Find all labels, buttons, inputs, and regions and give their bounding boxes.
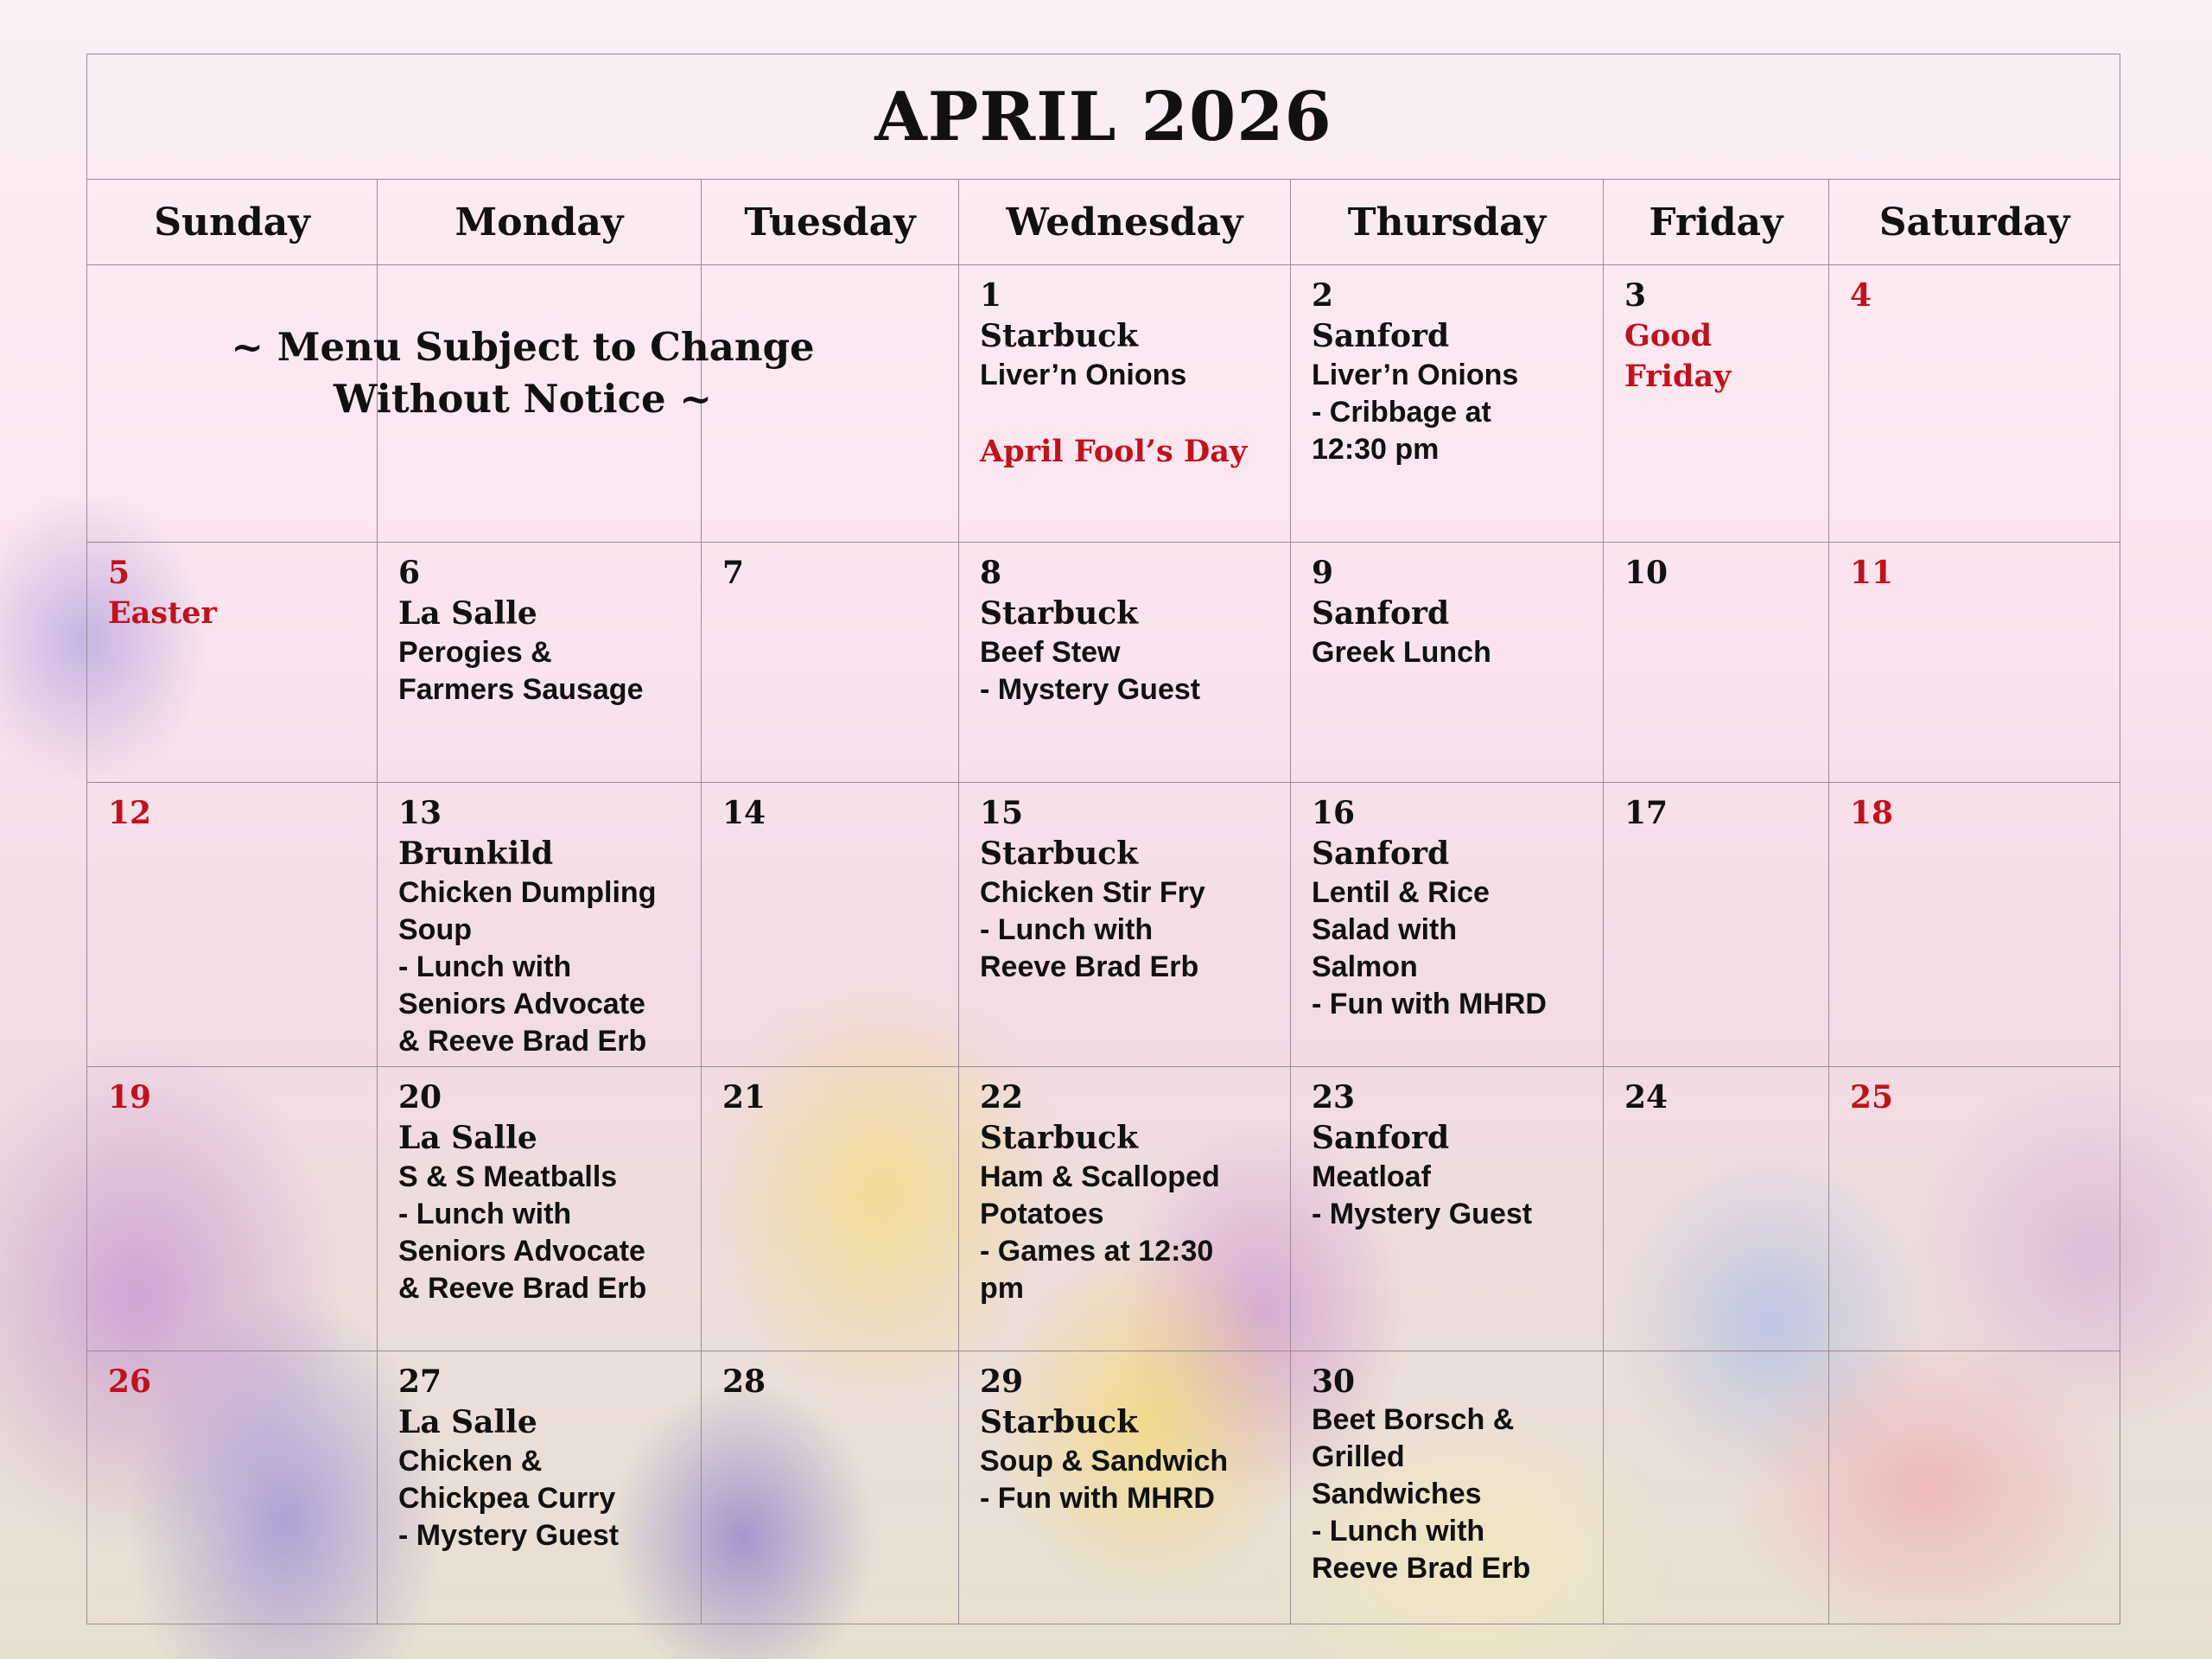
empty-day-cell [87,265,378,543]
day-number: 17 [1624,795,1669,831]
menu-line [980,394,1290,431]
day-cell-8 [959,543,1291,783]
day-number: 11 [1850,555,1894,591]
day-number: 7 [722,555,745,591]
day-cell-29 [959,1351,1291,1624]
empty-day-cell [1829,1351,2120,1624]
location-name: Sanford [1312,1120,1450,1156]
location-name: Sanford [1312,318,1450,354]
weekday-tuesday: Tuesday [702,180,959,265]
menu-line: - Lunch with [980,913,1154,946]
day-number: 13 [398,795,442,831]
weekday-header-row [87,180,2120,265]
menu-line: Salmon [1312,950,1418,983]
day-number: 15 [980,795,1024,831]
menu-line: - Games at 12:30 [980,1235,1214,1268]
menu-line: 12:30 pm [1312,433,1440,466]
day-cell-1 [959,265,1291,543]
day-number: 8 [980,555,1002,591]
day-cell-25 [1829,1067,2120,1351]
day-cell-4 [1829,265,2120,543]
day-cell-18 [1829,783,2120,1067]
day-number: 21 [722,1079,766,1116]
week-row [87,1351,2120,1624]
calendar-title: APRIL 2026 [87,54,2120,180]
menu-line: Seniors Advocate [398,1235,645,1268]
menu-line: Reeve Brad Erb [1312,1552,1531,1585]
calendar-body [87,265,2120,1624]
day-number: 4 [1850,277,1872,314]
menu-line: Beet Borsch & [1312,1403,1515,1436]
weekday-thursday: Thursday [1291,180,1604,265]
menu-line: - Fun with MHRD [1312,988,1547,1020]
april-calendar [86,54,2120,1624]
menu-line: & Reeve Brad Erb [398,1025,647,1058]
location-name: Sanford [1312,595,1450,632]
empty-day-cell [378,265,702,543]
day-number: 19 [108,1079,152,1116]
menu-line: - Mystery Guest [398,1519,620,1552]
day-number: 12 [108,795,152,831]
menu-line: Potatoes [980,1198,1104,1230]
menu-line: Salad with [1312,913,1458,946]
day-number: 16 [1312,795,1356,831]
menu-line: S & S Meatballs [398,1160,618,1193]
day-number: 6 [398,555,421,591]
day-cell-21 [702,1067,959,1351]
menu-line: - Lunch with [398,1198,572,1230]
menu-line: - Fun with MHRD [980,1482,1215,1515]
menu-line: pm [980,1272,1024,1305]
day-number: 28 [722,1363,766,1400]
weekday-friday: Friday [1604,180,1829,265]
holiday-label: Friday [1624,359,1732,394]
day-number: 29 [980,1363,1024,1400]
day-number: 25 [1850,1079,1894,1116]
day-cell-28 [702,1351,959,1624]
menu-line: Farmers Sausage [398,673,644,706]
day-cell-16 [1291,783,1604,1067]
holiday-label: Easter [108,595,217,631]
location-name: La Salle [398,1404,537,1440]
menu-line: Beef Stew [980,636,1121,669]
day-number: 18 [1850,795,1894,831]
menu-line: Reeve Brad Erb [980,950,1199,983]
day-number: 14 [722,795,766,831]
weekday-wednesday: Wednesday [959,180,1291,265]
location-name: Starbuck [980,318,1139,354]
menu-change-note-line-2: Without Notice ~ [334,376,712,422]
day-number: 2 [1312,277,1334,314]
menu-line: Perogies & [398,636,552,669]
menu-line: Liver’n Onions [980,359,1187,391]
menu-line: Soup [398,913,472,946]
week-row [87,543,2120,783]
holiday-label: Good [1624,318,1713,353]
day-cell-14 [702,783,959,1067]
week-row [87,783,2120,1067]
location-name: Brunkild [398,836,554,872]
menu-line: Seniors Advocate [398,988,645,1020]
weekday-sunday: Sunday [87,180,378,265]
menu-line: - Lunch with [398,950,572,983]
day-number: 23 [1312,1079,1356,1116]
menu-line: - Lunch with [1312,1515,1485,1548]
weekday-monday: Monday [378,180,702,265]
day-number: 22 [980,1079,1024,1116]
menu-change-note-line-1: ~ Menu Subject to Change [231,324,815,370]
day-number: 30 [1312,1363,1356,1400]
location-name: Starbuck [980,1120,1139,1156]
day-number: 9 [1312,555,1334,591]
location-name: La Salle [398,1120,537,1156]
menu-line: Sandwiches [1312,1478,1482,1510]
day-cell-24 [1604,1067,1829,1351]
menu-line: Soup & Sandwich [980,1445,1229,1478]
menu-line: & Reeve Brad Erb [398,1272,647,1305]
menu-line: Greek Lunch [1312,636,1491,669]
menu-line: - Mystery Guest [980,673,1201,706]
day-number: 24 [1624,1079,1669,1116]
day-cell-13 [378,783,702,1067]
day-cell-12 [87,783,378,1067]
day-number: 26 [108,1363,152,1400]
day-cell-20 [378,1067,702,1351]
location-name: Starbuck [980,1404,1139,1440]
menu-line: - Mystery Guest [1312,1198,1533,1230]
day-cell-26 [87,1351,378,1624]
menu-line: Chickpea Curry [398,1482,616,1515]
day-cell-5 [87,543,378,783]
day-cell-30 [1291,1351,1604,1624]
menu-line: Ham & Scalloped [980,1160,1220,1193]
menu-line: Liver’n Onions [1312,359,1519,391]
day-cell-27 [378,1351,702,1624]
day-cell-22 [959,1067,1291,1351]
day-cell-9 [1291,543,1604,783]
day-cell-19 [87,1067,378,1351]
day-number: 1 [980,277,1002,314]
empty-day-cell [702,265,959,543]
day-number: 20 [398,1079,442,1116]
day-cell-3 [1604,265,1829,543]
location-name: Starbuck [980,595,1139,632]
weekday-saturday: Saturday [1829,180,2120,265]
menu-line: - Cribbage at [1312,396,1491,429]
day-cell-11 [1829,543,2120,783]
day-cell-6 [378,543,702,783]
day-number: 5 [108,555,130,591]
menu-line: Meatloaf [1312,1160,1431,1193]
location-name: Starbuck [980,836,1139,872]
empty-day-cell [1604,1351,1829,1624]
day-cell-15 [959,783,1291,1067]
day-cell-7 [702,543,959,783]
location-name: La Salle [398,595,537,632]
week-row [87,1067,2120,1351]
location-name: Sanford [1312,836,1450,872]
menu-line: Chicken Dumpling [398,876,657,909]
day-number: 3 [1624,277,1647,314]
day-cell-17 [1604,783,1829,1067]
holiday-label: April Fool’s Day [980,434,1248,469]
menu-line: Chicken Stir Fry [980,876,1205,909]
week-row [87,265,2120,543]
day-number: 10 [1624,555,1669,591]
menu-line: Chicken & [398,1445,543,1478]
menu-line: Lentil & Rice [1312,876,1490,909]
day-cell-10 [1604,543,1829,783]
day-cell-23 [1291,1067,1604,1351]
day-number: 27 [398,1363,442,1400]
menu-line: Grilled [1312,1440,1405,1473]
day-cell-2 [1291,265,1604,543]
